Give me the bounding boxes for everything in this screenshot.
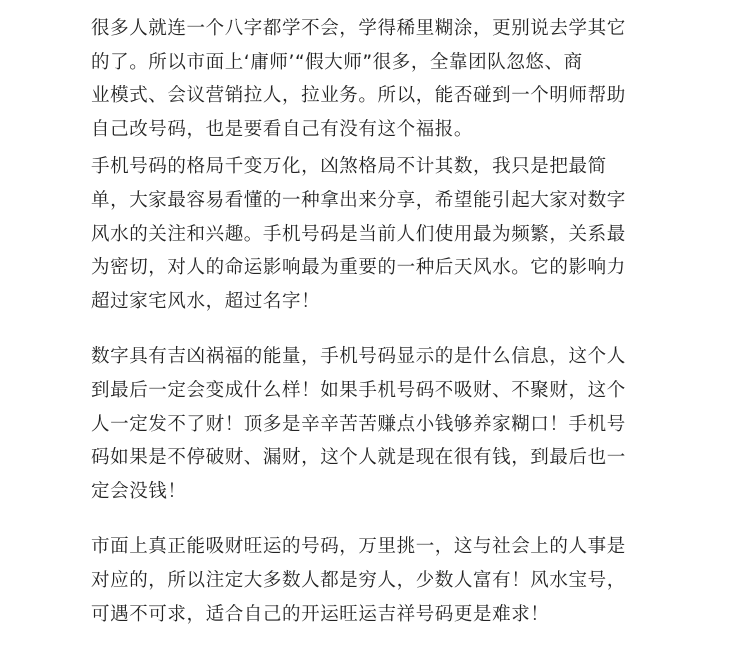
paragraph-spacer	[91, 508, 675, 530]
paragraph-2-line-3: 风水的关注和兴趣。手机号码是当前人们使用最为频繁，关系最	[91, 223, 626, 245]
paragraph-3-line-3: 人一定发不了财！顶多是辛辛苦苦赚点小钱够养家糊口！手机号	[91, 413, 626, 435]
paragraph-3-line-5: 定会没钱！	[91, 480, 187, 502]
paragraph-1-line-4: 自己改号码，也是要看自己有没有这个福报。	[91, 118, 474, 140]
paragraph-1-line-2: 的了。所以市面上‘庸师’“假大师”很多，全靠团队忽悠、商	[91, 51, 583, 73]
paragraph-4-line-1: 市面上真正能吸财旺运的号码，万里挑一，这与社会上的人事是	[91, 536, 626, 558]
paragraph-2-line-5: 超过家宅风水，超过名字！	[91, 290, 321, 312]
paragraph-2-line-4: 为密切，对人的命运影响最为重要的一种后天风水。它的影响力	[91, 257, 626, 279]
paragraph-2-line-1: 手机号码的格局千变万化，凶煞格局不计其数，我只是把最简	[91, 156, 607, 178]
paragraph-4-line-3: 可遇不可求，适合自己的开运旺运吉祥号码更是难求！	[91, 603, 550, 625]
paragraph-1	[91, 12, 675, 146]
paragraph-1-line-3: 业模式、会议营销拉人，拉业务。所以，能否碰到一个明师帮助	[91, 85, 626, 107]
paragraph-3	[91, 340, 675, 508]
paragraph-1-line-1: 很多人就连一个八字都学不会，学得稀里糊涂，更别说去学其它	[91, 18, 626, 39]
paragraph-2-line-2: 单，大家最容易看懂的一种拿出来分享，希望能引起大家对数字	[91, 189, 626, 211]
paragraph-2	[91, 150, 675, 318]
paragraph-3-line-2: 到最后一定会变成什么样！如果手机号码不吸财、不聚财，这个	[91, 379, 626, 401]
paragraph-4	[91, 530, 675, 631]
paragraph-4-line-2: 对应的，所以注定大多数人都是穷人，少数人富有！风水宝号，	[91, 569, 626, 591]
paragraph-3-line-1: 数字具有吉凶祸福的能量，手机号码显示的是什么信息，这个人	[91, 346, 626, 368]
paragraph-spacer	[91, 318, 675, 340]
paragraph-3-line-4: 码如果是不停破财、漏财，这个人就是现在很有钱，到最后也一	[91, 447, 626, 469]
